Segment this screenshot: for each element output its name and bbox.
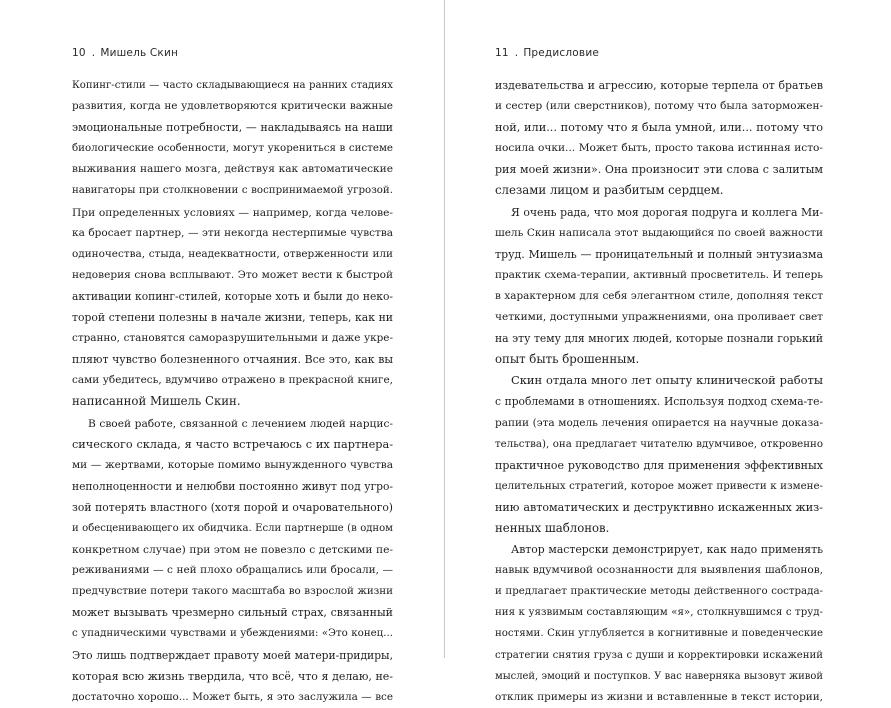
text-line: стратегии снятия груза с души и корректировки искажений [495,649,823,661]
text-line: в характерном для себя элегантном стиле, дополняя текст [495,289,823,302]
text-line: и сестер (или сверстников), потому что была заторможен- [495,100,823,113]
text-line: практичное руководство для применения эффективных [495,458,823,472]
text-line: одиночества, стыда, неадекватности, отверженности или [72,247,393,260]
text-line: целительных стратегий, которое может привести к измене- [495,479,823,492]
text-line: практик схема-терапии, активный просветитель. И теперь [495,268,823,281]
text-line: сического склада, я часто встречаюсь с их партнера- [72,437,393,451]
text-line: выживания нашего мозга, действуя как автоматические [72,163,393,176]
text-line: ка бросает партнер, — эти некогда нестерпимые чувства [72,226,393,239]
text-line: ненных шаблонов. [495,520,610,535]
text-line: биологические особенности, могут укорениться в системе [72,142,393,155]
text-line: развития, когда не удовлетворяются критически важные [72,100,393,113]
body-text-left [72,75,393,708]
text-line: тельства), она предлагает читателю вдумчивое, откровенно [495,438,823,450]
separator-dot: . [91,47,96,59]
text-line: странно, становятся саморазрушительными и даже укре- [72,332,393,345]
body-text-right [495,75,823,708]
text-line: рапии (эта модель лечения опирается на научные доказа- [495,416,823,429]
text-line: носила очки... Может быть, просто такова истинная исто- [495,142,823,155]
page-number-right: 11 [495,47,509,59]
text-line: Скин отдала много лет опыту клинической работы [511,373,823,388]
text-line: опыт быть брошенным. [495,352,640,367]
text-line: недоверия снова всплывают. Это может вести к быстрой [72,268,393,281]
text-line: эмоциональные потребности, — накладываясь на наши [72,121,393,135]
text-line: предчувствие потери такого масштаба во взрослой жизни [72,585,393,598]
text-line: зой потерять властного (хотя порой и очаровательного) [72,500,393,514]
running-head-left [72,47,178,59]
running-head-title-right: Предисловие [523,47,599,59]
text-line: ной, или... потому что я была умной, или... потому что [495,121,823,135]
text-line: При определенных условиях — например, когда челове- [72,205,393,219]
text-line: Копинг-стили — часто складывающиеся на ранних стадиях [72,80,393,91]
text-line: нию автоматических и деструктивно искаженных жиз- [495,500,823,514]
text-line: Это лишь подтверждает правоту моей матери-придиры, [72,648,393,662]
text-line: неполноценности и нелюбви постоянно живут под угро- [72,479,393,493]
text-line: достаточно хорошо... Может быть, я это заслужила — все [72,690,393,703]
text-line: на эту тему для многих людей, которые познали горький [495,332,823,346]
text-line: навык вдумчивой осознанности для выявления шаблонов, [495,564,823,577]
text-line: издевательства и агрессию, которые терпела от братьев [495,79,823,92]
page-number-left: 10 [72,47,86,59]
text-line: и предлагает практические методы действенного сострада- [495,586,823,598]
text-line: Автор мастерски демонстрирует, как надо применять [511,543,823,557]
text-line: сами убедитесь, вдумчиво отражено в прекрасной книге, [72,374,393,387]
text-line: рия моей жизни». Она произносит эти слова с залитым [495,163,823,177]
text-line: мыслей, эмоций и поступков. У вас наверняка вызовут живой [495,670,823,682]
text-line: ния к уязвимым составляющим «я», столкнувшимся с труд- [495,607,823,619]
running-head-title-left: Мишель Скин [100,47,179,59]
text-line: Я очень рада, что моя дорогая подруга и коллега Ми- [511,205,823,219]
text-line: слезами лицом и разбитым сердцем. [495,183,724,198]
text-line: ми — жертвами, которые помимо вынужденного чувства [72,458,393,471]
text-line: пляют чувство болезненного отчаяния. Все это, как вы [72,353,393,367]
text-line: В своей работе, связанной с лечением людей нарцис- [88,416,393,430]
text-line: с упадническими чувствами и убеждениями: «Это конец... [72,628,393,640]
left-page [0,0,444,703]
text-line: торой степени полезны в начале жизни, теперь, как ни [72,311,393,325]
text-line: с проблемами в отношениях. Используя подход схема-те- [495,395,823,409]
text-line: может вызывать чрезмерно сильный страх, связанный [72,606,393,620]
running-head-right [495,47,599,59]
separator-dot: . [514,47,519,59]
text-line: отклик примеры из жизни и вставленные в текст истории, [495,690,823,703]
text-line: и обесценивающего их обидчика. Если партнерше (в одном [72,522,393,534]
text-line: конкретном случае) при этом не повезло с детскими пе- [72,543,393,557]
text-line: ностями. Скин углубляется в когнитивные и поведенческие [495,628,823,640]
right-page [445,0,891,703]
text-line: шель Скин написала этот выдающийся по своей важности [495,226,823,239]
text-line: которая всю жизнь твердила, что всё, что я делаю, не- [72,669,393,683]
text-line: навигаторы при столкновении с воспринимаемой угрозой. [72,185,393,197]
text-line: четкими, доступными упражнениями, она проливает свет [495,311,823,324]
text-line: написанной Мишель Скин. [72,394,241,409]
text-line: активации копинг-стилей, которые хоть и были до неко- [72,289,393,303]
text-line: реживаниями — с ней плохо обращались или бросали, — [72,564,393,577]
text-line: труд. Мишель — проницательный и полный энтузиазма [495,247,823,261]
